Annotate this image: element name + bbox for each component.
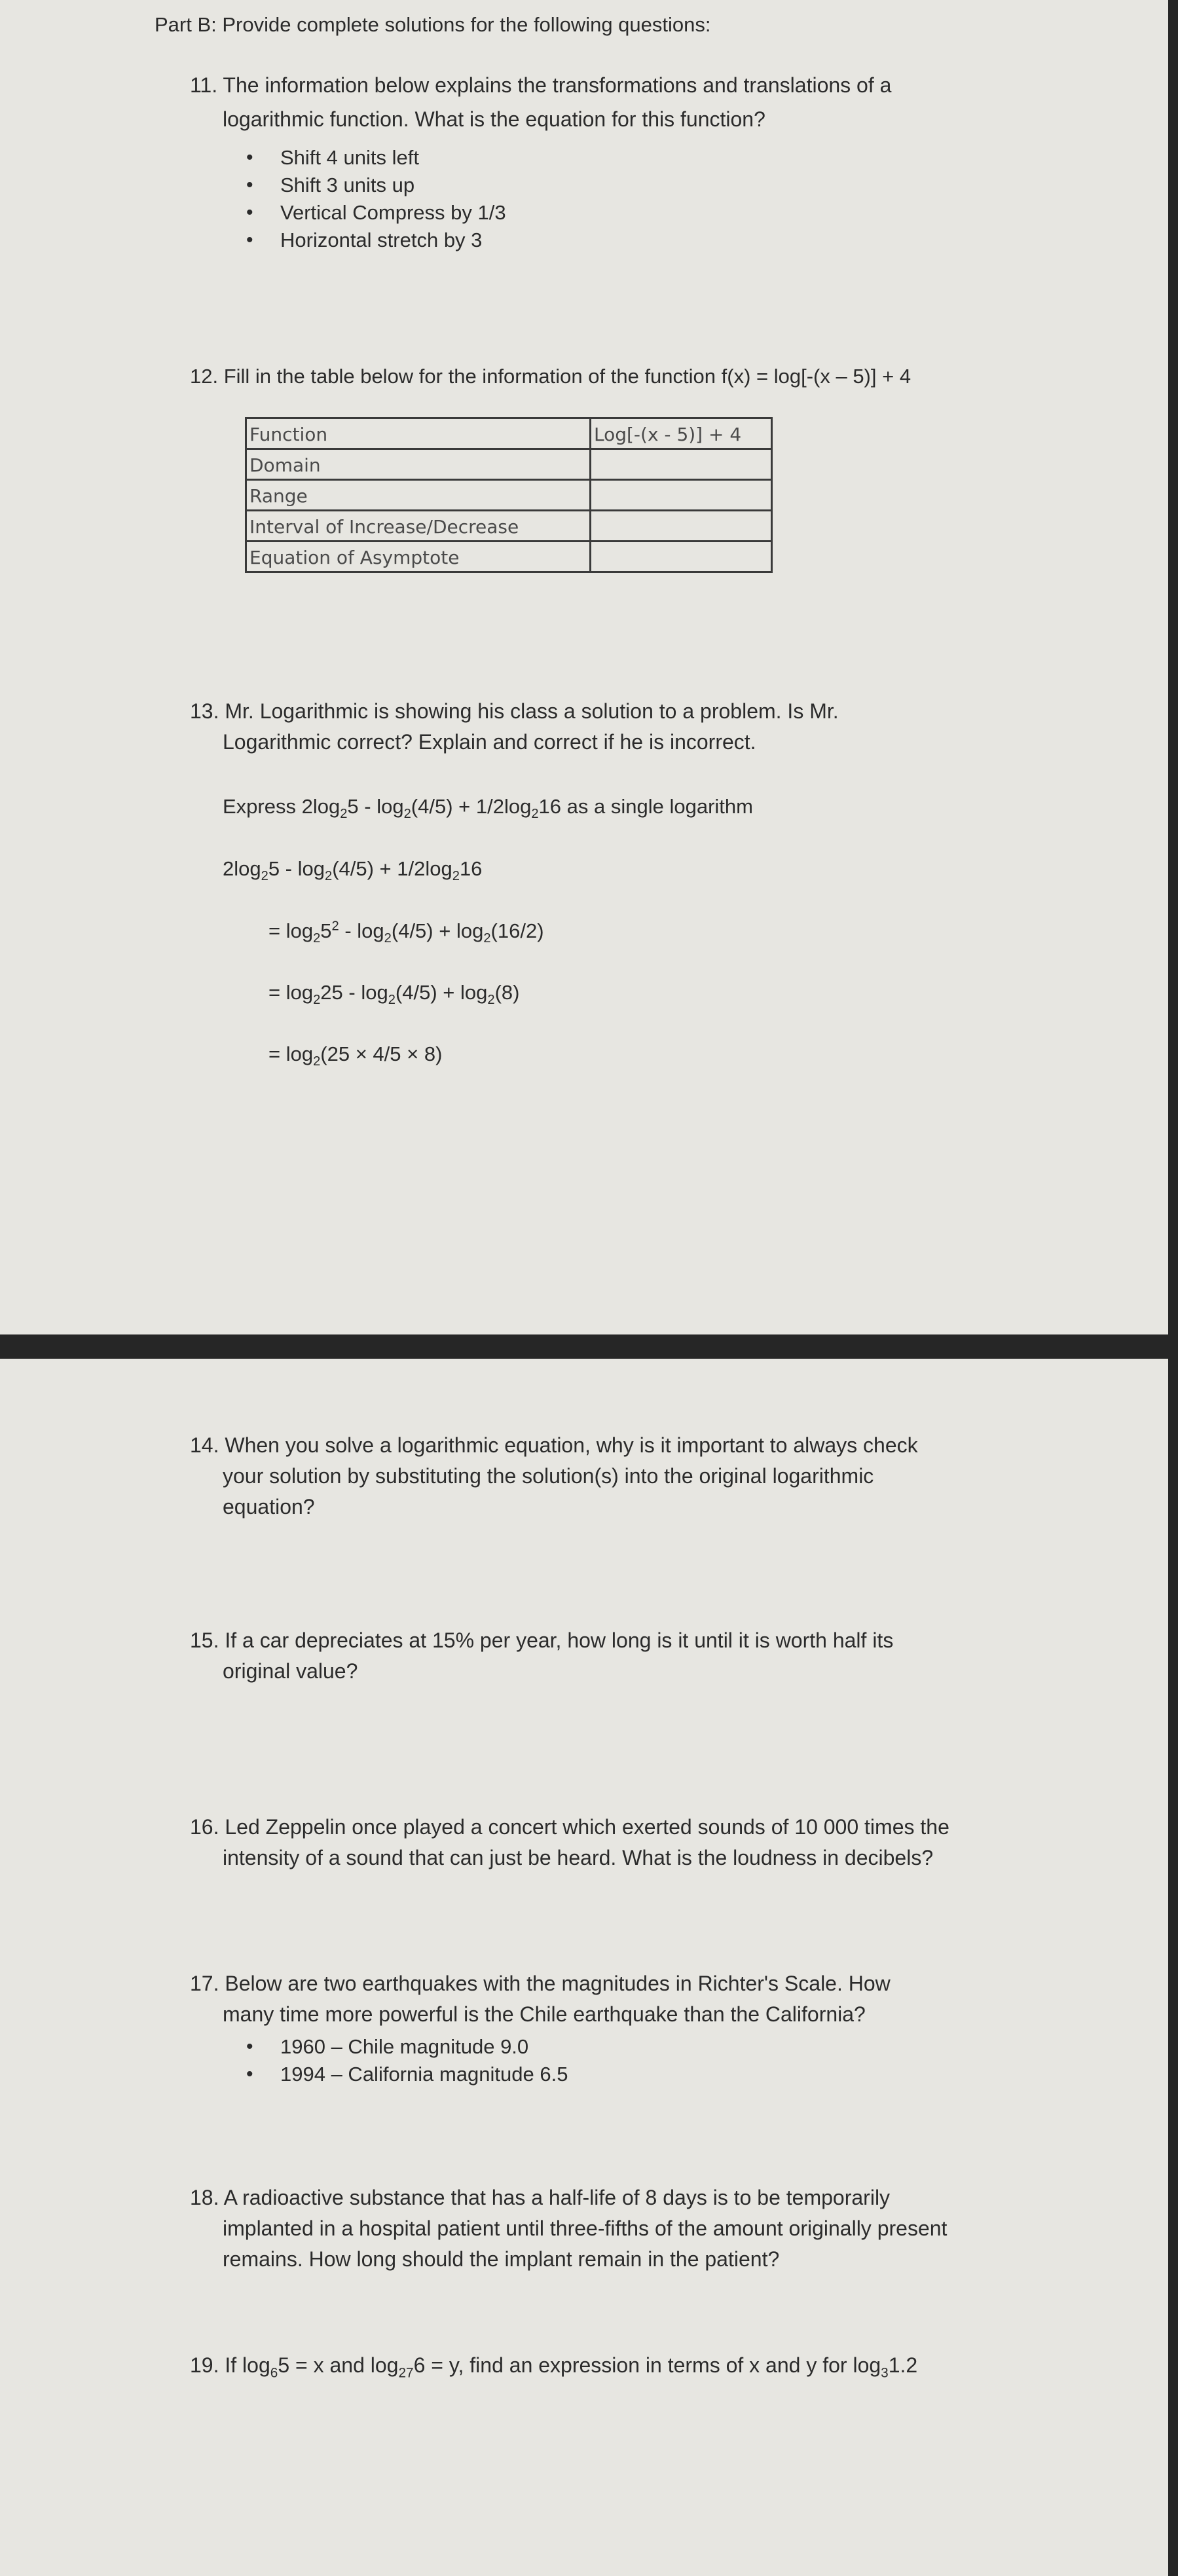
q13-step-2: = $\log_225 - \log_2(4/5) + \log_2(8)$ [268,981,520,1008]
table-answer-cell[interactable] [591,542,772,572]
q19-line-1: 19. If $\log_65 = x$ and $\log_{27}6 = y$, find an expression in terms of x and y for $\log_31.2$ [190,2353,918,2381]
q17-bullet: • 1994 – California magnitude 6.5 [223,2061,568,2088]
q15-line-1: 15. If a car depreciates at 15% per year, how long is it until it is worth half its [190,1628,894,1652]
table-row [246,418,772,449]
q12-line-1: 12. Fill in the table below for the information of the function f(x) = log[-(x – 5)] + 4 [190,365,911,388]
table-header-value: Log[-(x - 5)] + 4 [591,418,772,449]
q18-line-3: remains. How long should the implant remain in the patient? [223,2247,780,2271]
q11-bullet: • Shift 3 units up [223,172,506,199]
q16-line-2: intensity of a sound that can just be heard. What is the loudness in decibels? [223,1846,934,1869]
q13-line-2: Logarithmic correct? Explain and correct if he is incorrect. [223,730,756,754]
function-info-table [245,417,773,573]
q11-bullet: • Vertical Compress by 1/3 [223,199,506,227]
q13-step-1: = $\log_25^2 - \log_2(4/5) + \log_2(16/2)$ [268,919,544,946]
table-row [246,511,772,542]
q14-line-3: equation? [223,1495,315,1518]
table-answer-cell[interactable] [591,480,772,511]
table-row-label: Domain [246,449,591,480]
table-answer-cell[interactable] [591,449,772,480]
q13-line-1: 13. Mr. Logarithmic is showing his class a solution to a problem. Is Mr. [190,699,839,723]
q14-line-2: your solution by substituting the solution(s) into the original logarithmic [223,1464,874,1488]
table-answer-cell[interactable] [591,511,772,542]
q17-bullet: • 1960 – Chile magnitude 9.0 [223,2033,568,2061]
q18-line-2: implanted in a hospital patient until three-fifths of the amount originally present [223,2217,948,2240]
q17-bullet-list [223,2033,568,2088]
q17-line-2: many time more powerful is the Chile earthquake than the California? [223,2002,866,2026]
q18-line-1: 18. A radioactive substance that has a half-life of 8 days is to be temporarily [190,2186,891,2209]
worksheet-page-2 [0,1359,1168,2576]
table-row-label: Equation of Asymptote [246,542,591,572]
q11-line-1: 11. The information below explains the transformations and translations of a [190,73,892,97]
table-row [246,449,772,480]
q13-step-0: $2\log_25 - \log_2(4/5) + 1/2\log_216$ [223,857,483,884]
q11-bullet: • Horizontal stretch by 3 [223,227,506,254]
table-row-label: Range [246,480,591,511]
q13-prompt: Express $2\log_25 - \log_2(4/5) + 1/2\log_216$ as a single logarithm [223,795,753,822]
q17-line-1: 17. Below are two earthquakes with the magnitudes in Richter's Scale. How [190,1972,891,1995]
table-header-label: Function [246,418,591,449]
part-title: Part B: Provide complete solutions for the following questions: [155,13,711,36]
q11-bullet: • Shift 4 units left [223,144,506,172]
q11-line-2: logarithmic function. What is the equation for this function? [223,107,765,131]
q13-step-3: = $\log_2(25 \times 4/5 \times 8)$ [268,1042,443,1069]
table-row [246,480,772,511]
table-row-label: Interval of Increase/Decrease [246,511,591,542]
table-row [246,542,772,572]
q14-line-1: 14. When you solve a logarithmic equation, why is it important to always check [190,1433,918,1457]
q15-line-2: original value? [223,1659,358,1683]
q16-line-1: 16. Led Zeppelin once played a concert which exerted sounds of 10 000 times the [190,1815,949,1839]
q11-bullet-list [223,144,506,254]
